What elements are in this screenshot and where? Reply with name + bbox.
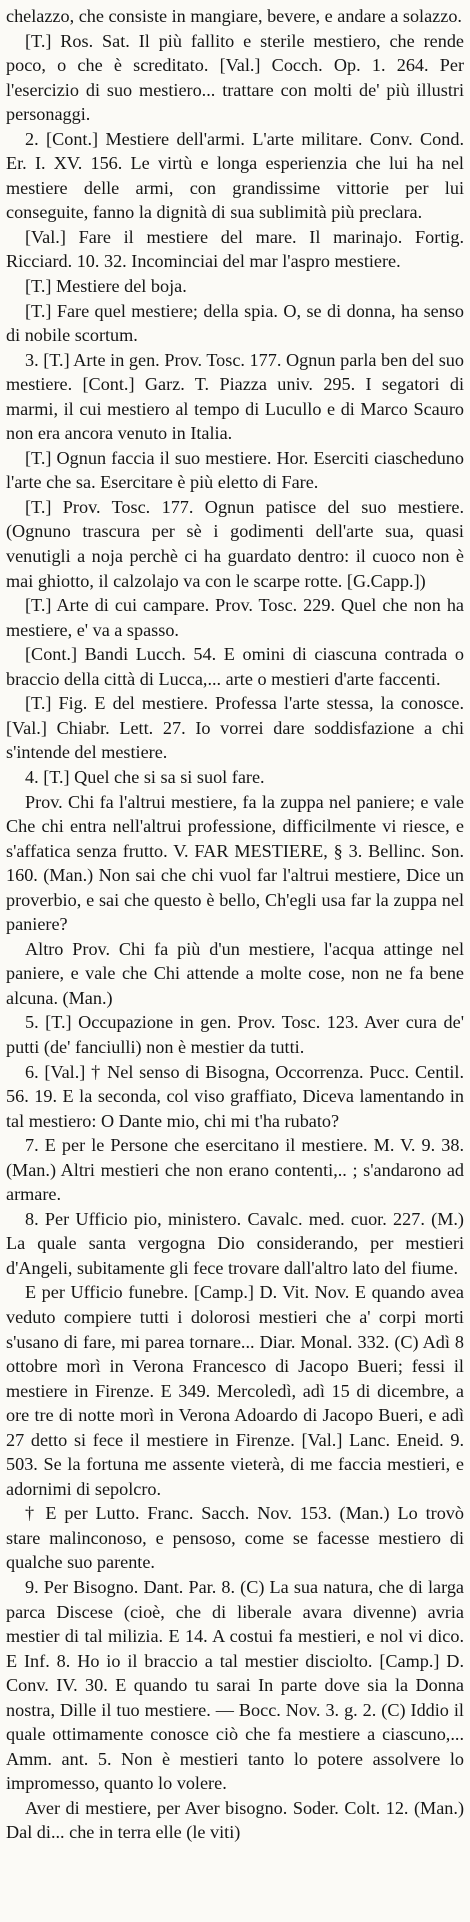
entry-paragraph-ognun-patisce: [T.] Prov. Tosc. 177. Ognun patisce del suo mestiere. (Ognuno trascura per sè i godimenti dell'arte sua, quasi venutigli a noja perchè ci ha guardato dentro: il cuoco non è mai ghiotto, il calzolajo va con le scarpe rotte. [G.Capp.]) xyxy=(6,496,464,591)
entry-paragraph-sense-8: 8. Per Ufficio pio, ministero. Cavalc. med. cuor. 227. (M.) La quale santa vergogna Dio considerando, per mestieri d'Angeli, subitamente gli fece trovare dall'altro lato del fiume. xyxy=(6,1208,464,1278)
entry-paragraph-ufficio-funebre: E per Ufficio funebre. [Camp.] D. Vit. Nov. E quando avea veduto compiere tutti i dolorosi mestieri che a' corpi morti s'usano di fare, mi parea tornare... Diar. Monal. 332. (C) Adì 8 ottobre morì in Verona Francesco di Jacopo Bueri; fessi il mestiere in Firenze. E 349. Mercoledì, adì 15 di dicembre, a ore tre di notte morì in Verona Adoardo di Jacopo Bueri, e adì 27 detto si fece il mestiere in Firenze. [Val.] Lanc. Eneid. 9. 503. Se la fortuna me assente vieterà, di me faccia mestieri, e adornimi di sepolcro. xyxy=(6,1282,464,1499)
entry-paragraph-sense-4: 4. [T.] Quel che si sa si suol fare. xyxy=(25,766,265,787)
entry-paragraph-prov-zuppa: Prov. Chi fa l'altrui mestiere, fa la zuppa nel paniere; e vale Che chi entra nell'altrui professione, difficilmente vi riesce, e s'affatica senza frutto. V. FAR MESTIERE, § 3. Bellinc. Son. 160. (Man.) Non sai che chi vuol far l'altrui mestiere, Dice un proverbio, e sai che questo è bello, Ch'egli usa far la zuppa nel paniere? xyxy=(6,791,464,935)
entry-paragraph-ros-sat: [T.] Ros. Sat. Il più fallito e sterile mestiero, che rende poco, o che è screditato. [Val.] Cocch. Op. 1. 264. Per l'esercizio di suo mestiero... trattare con molti de' più illustri personaggi. xyxy=(6,30,464,125)
entry-paragraph-aver-mestiere: Aver di mestiere, per Aver bisogno. Soder. Colt. 12. (Man.) Dal di... che in terra elle (le viti) xyxy=(6,1797,464,1843)
entry-paragraph-altro-prov: Altro Prov. Chi fa più d'un mestiere, l'acqua attinge nel paniere, e vale che Chi attende a molte cose, non ne fa bene alcuna. (Man.) xyxy=(6,938,464,1008)
entry-paragraph-sense-9: 9. Per Bisogno. Dant. Par. 8. (C) La sua natura, che di larga parca Discese (cioè, che di liberale avara divenne) avria mestier di tal milizia. E 14. A costui fa mestieri, e nol vi dico. E Inf. 8. Ho io il braccio a tal mestier disciolto. [Camp.] D. Conv. IV. 30. E quando tu sarai In parte dove sia la Donna nostra, Dille il tuo mestiere. — Bocc. Nov. 3. g. 2. (C) Iddio il quale ottimamente conosce ciò che fa mestiere a ciascuno,... Amm. ant. 5. Non è mestieri tanto lo potere assolvere lo impromesso, quanto lo volere. xyxy=(6,1577,464,1794)
entry-paragraph-boja: [T.] Mestiere del boja. xyxy=(25,276,187,297)
entry-paragraph-fig: [T.] Fig. E del mestiere. Professa l'arte stessa, la conosce. [Val.] Chiabr. Lett. 27. Io vorrei dare soddisfazione a chi s'intende del mestiere. xyxy=(6,693,464,763)
entry-paragraph-mestiere-mare: [Val.] Fare il mestiere del mare. Il marinajo. Fortig. Ricciard. 10. 32. Incominciai del mar l'aspro mestiere. xyxy=(6,226,464,272)
entry-paragraph-sense-3: 3. [T.] Arte in gen. Prov. Tosc. 177. Ognun parla ben del suo mestiere. [Cont.] Garz. T. Piazza univ. 295. I segatori di marmi, il cui mestiero al tempo di Lucullo e di Marco Scauro non era ancora venuto in Italia. xyxy=(6,349,464,444)
entry-paragraph-sense-2: 2. [Cont.] Mestiere dell'armi. L'arte militare. Conv. Cond. Er. I. XV. 156. Le virtù e longa esperienzia che lui ha nel mestiere delle armi, con grandissime vittorie per lui conseguite, fanno la dignità di sua sublimità più preclara. xyxy=(6,128,464,223)
entry-paragraph-sense-7: 7. E per le Persone che esercitano il mestiere. M. V. 9. 38. (Man.) Altri mestieri che non erano contenti,.. ; s'andarono ad armare. xyxy=(6,1135,464,1205)
entry-paragraph-bandi-lucch: [Cont.] Bandi Lucch. 54. E omini di ciascuna contrada o braccio della città di Lucca,... arte o mestieri d'arte faccenti. xyxy=(6,644,464,689)
entry-paragraph-sense-6: 6. [Val.] † Nel senso di Bisogna, Occorrenza. Pucc. Centil. 56. 19. E la seconda, col viso graffiato, Diceva lamentando in tal mestiero: O Dante mio, chi mi t'ha rubato? xyxy=(6,1061,464,1131)
entry-paragraph-continuation: chelazzo, che consiste in mangiare, bevere, e andare a solazzo. xyxy=(6,6,462,26)
entry-paragraph-arte-campare: [T.] Arte di cui campare. Prov. Tosc. 229. Quel che non ha mestiere, e' va a spasso. xyxy=(6,595,464,640)
entry-paragraph-lutto: † E per Lutto. Franc. Sacch. Nov. 153. (Man.) Lo trovò stare malinconoso, e pensoso, come se facesse mestiero di qualche suo parente. xyxy=(6,1503,464,1573)
entry-paragraph-spia: [T.] Fare quel mestiere; della spia. O, se di donna, ha senso di nobile scortum. xyxy=(6,300,464,346)
entry-paragraph-sense-5: 5. [T.] Occupazione in gen. Prov. Tosc. 123. Aver cura de' putti (de' fanciulli) non è mestier da tutti. xyxy=(6,1012,464,1057)
entry-paragraph-ognun-faccia: [T.] Ognun faccia il suo mestiere. Hor. Eserciti ciascheduno l'arte che sa. Esercitare è più eletto di Fare. xyxy=(6,447,464,493)
